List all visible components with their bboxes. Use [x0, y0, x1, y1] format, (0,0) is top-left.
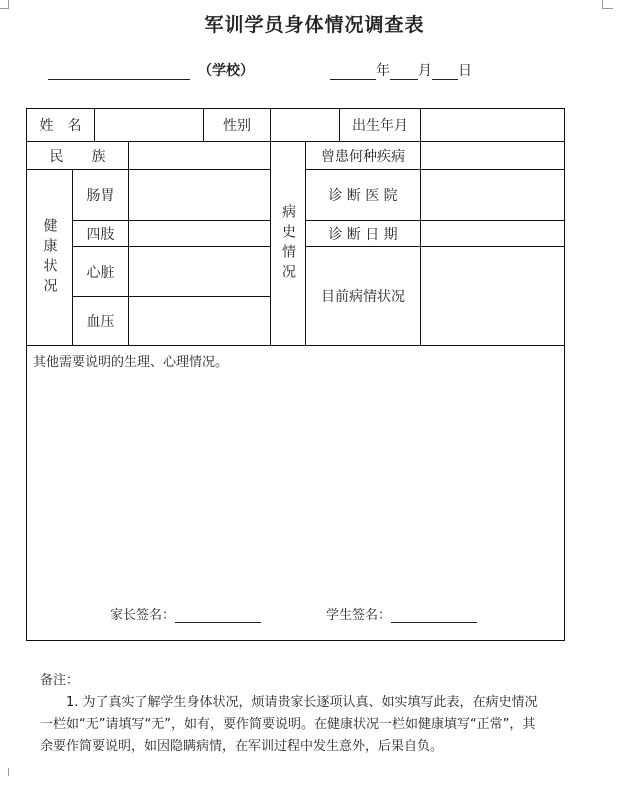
notes-section: [40, 670, 545, 758]
student-signature-label: 学生签名：: [326, 608, 392, 623]
year-label: 年: [376, 63, 390, 79]
parent-signature-label: 家长签名：: [110, 608, 176, 623]
stomach-input[interactable]: [129, 170, 270, 220]
current-condition-input[interactable]: [421, 247, 564, 345]
name-input[interactable]: [95, 109, 203, 141]
month-label: 月: [418, 63, 432, 79]
stomach-label: 肠胃: [86, 188, 115, 204]
past-illness-input[interactable]: [421, 142, 564, 169]
heart-input[interactable]: [129, 247, 270, 296]
form-title: 军训学员身体情况调查表: [204, 14, 425, 36]
student-signature-field[interactable]: [326, 604, 477, 623]
diagnosis-date-label: 诊 断 日 期: [328, 226, 398, 243]
heart-label: 心脏: [86, 264, 115, 281]
current-condition-label: 目前病情状况: [321, 289, 405, 305]
diagnosis-date-input[interactable]: [421, 221, 564, 246]
gender-input[interactable]: [271, 109, 339, 141]
past-illness-label: 曾患何种疾病: [321, 148, 405, 165]
limbs-input[interactable]: [129, 221, 270, 246]
day-label: 日: [458, 63, 472, 79]
parent-signature-field[interactable]: [110, 604, 261, 623]
row-line: [26, 345, 565, 346]
birth-label: 出生年月: [352, 118, 408, 134]
limbs-label: 四肢: [86, 226, 115, 243]
medical-history-label: 病史情况: [280, 203, 296, 284]
notes-body: 1. 为了真实了解学生身体状况，烦请贵家长逐项认真、如实填写此表，在病史情况一栏如“无”请填写“无”，如有，要作简要说明。在健康状况一栏如健康填写“正常”，其余要作简要说明，如因隐瞒病情，在军训过程中发生意外，后果自负。: [40, 695, 538, 754]
diagnosis-hospital-label: 诊 断 医 院: [328, 188, 398, 204]
table-border-bottom: [26, 640, 565, 641]
ethnicity-label: 民 族: [49, 148, 106, 165]
birth-input[interactable]: [421, 109, 564, 141]
blood-pressure-label: 血压: [86, 314, 115, 330]
table-border-right: [564, 108, 565, 641]
student-signature-blank[interactable]: [391, 608, 477, 623]
diagnosis-hospital-input[interactable]: [421, 170, 564, 220]
ethnicity-input[interactable]: [129, 142, 270, 169]
school-label: （学校）: [198, 63, 254, 79]
gender-label: 性别: [223, 118, 251, 134]
parent-signature-blank[interactable]: [175, 608, 261, 623]
other-info-label: 其他需要说明的生理、心理情况。: [33, 355, 229, 370]
health-status-label: 健康状况: [41, 217, 58, 298]
notes-heading: 备注：: [40, 673, 80, 688]
name-label: 姓 名: [39, 118, 82, 134]
blood-pressure-input[interactable]: [129, 297, 270, 345]
